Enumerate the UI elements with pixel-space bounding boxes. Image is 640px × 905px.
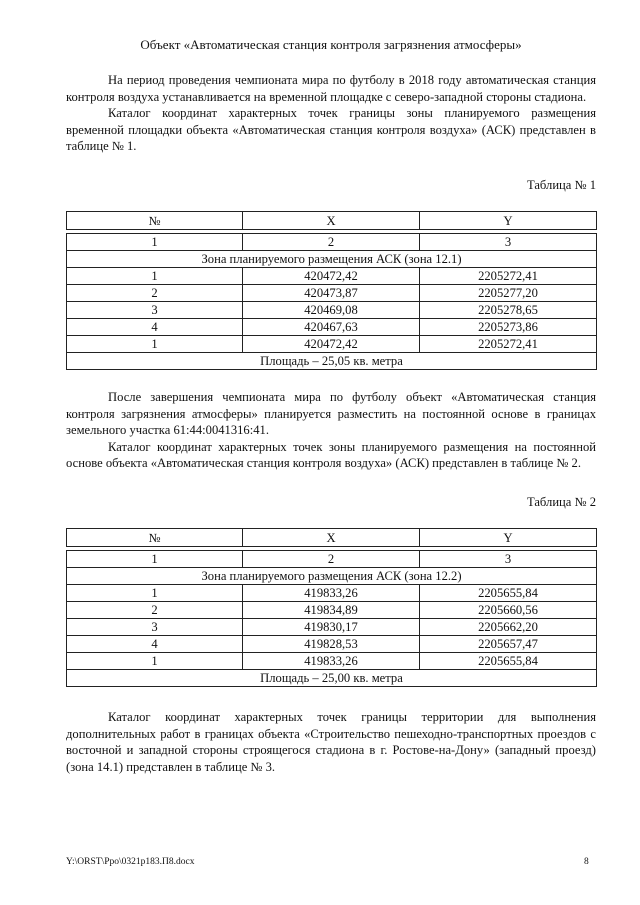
middle-paragraph-1: После завершения чемпионата мира по футболу объект «Автоматическая станция контроля загрязнения атмосферы» планируется разместить на постоянной основе в границах земельного участка 61:44:0041316:41. [66,390,596,437]
closing-paragraph: Каталог координат характерных точек границы территории для выполнения дополнительных работ в границах объекта «Строительство пешеходно-транспортных проездов с восточной и западной стороны строящегося стадиона в г. Ростове-на-Дону» (западный проезд) (зона 14.1) представлен в таблице № 3. [66,710,596,774]
table1-caption: Таблица № 1 [526,178,596,192]
table-zone-row [67,568,597,585]
header-x: X [243,529,420,547]
coordinates-table-2 [66,528,597,687]
table-row: 1 419833,26 2205655,84 [67,653,597,670]
table-zone-row [67,251,597,268]
table-area-row [67,353,597,370]
header-number: № [67,529,243,547]
table-row: 4 419828,53 2205657,47 [67,636,597,653]
document-title: Объект «Автоматическая станция контроля загрязнения атмосферы» [140,37,522,52]
header-y: Y [420,212,597,230]
table-area-row [67,670,597,687]
intro-paragraph-1: На период проведения чемпионата мира по футболу в 2018 году автоматическая станция контроля воздуха устанавливается на временной площадке с северо-западной стороны стадиона. [66,73,596,104]
table-row: 3 419830,17 2205662,20 [67,619,597,636]
table-row: 3 420469,08 2205278,65 [67,302,597,319]
middle-paragraph-2: Каталог координат характерных точек зоны планируемого размещения на постоянной основе объекта «Автоматическая станция контроля воздуха» (АСК) представлен в таблице № 2. [66,439,596,470]
table-index-row: 1 2 3 [67,234,597,251]
zone-label: Зона планируемого размещения АСК (зона 12.1) [67,251,597,268]
table-row: 1 420472,42 2205272,41 [67,336,597,353]
area-label: Площадь – 25,00 кв. метра [67,670,597,687]
table-row: 1 419833,26 2205655,84 [67,585,597,602]
coordinates-table-1 [66,211,597,370]
footer-file-path: Y:\ORST\Ppo\0321p183.П8.docx [66,857,195,867]
header-number: № [67,212,243,230]
area-label: Площадь – 25,05 кв. метра [67,353,597,370]
zone-label: Зона планируемого размещения АСК (зона 12.2) [67,568,597,585]
table-header-row [67,212,597,230]
table-index-row: 1 2 3 [67,551,597,568]
table-row: 1 420472,42 2205272,41 [67,268,597,285]
closing-section [66,709,596,775]
table-row: 2 420473,87 2205277,20 [67,285,597,302]
table-header-row [67,529,597,547]
header-y: Y [420,529,597,547]
intro-section [66,72,596,155]
table-row: 4 420467,63 2205273,86 [67,319,597,336]
header-x: X [243,212,420,230]
table-row: 2 419834,89 2205660,56 [67,602,597,619]
table2-caption: Таблица № 2 [526,495,596,509]
intro-paragraph-2: Каталог координат характерных точек границы зоны планируемого размещения временной площадки объекта «Автоматическая станция контроля воздуха» (АСК) представлен в таблице № 1. [66,106,596,153]
middle-section [66,389,596,472]
footer-page-number: 8 [584,857,589,867]
